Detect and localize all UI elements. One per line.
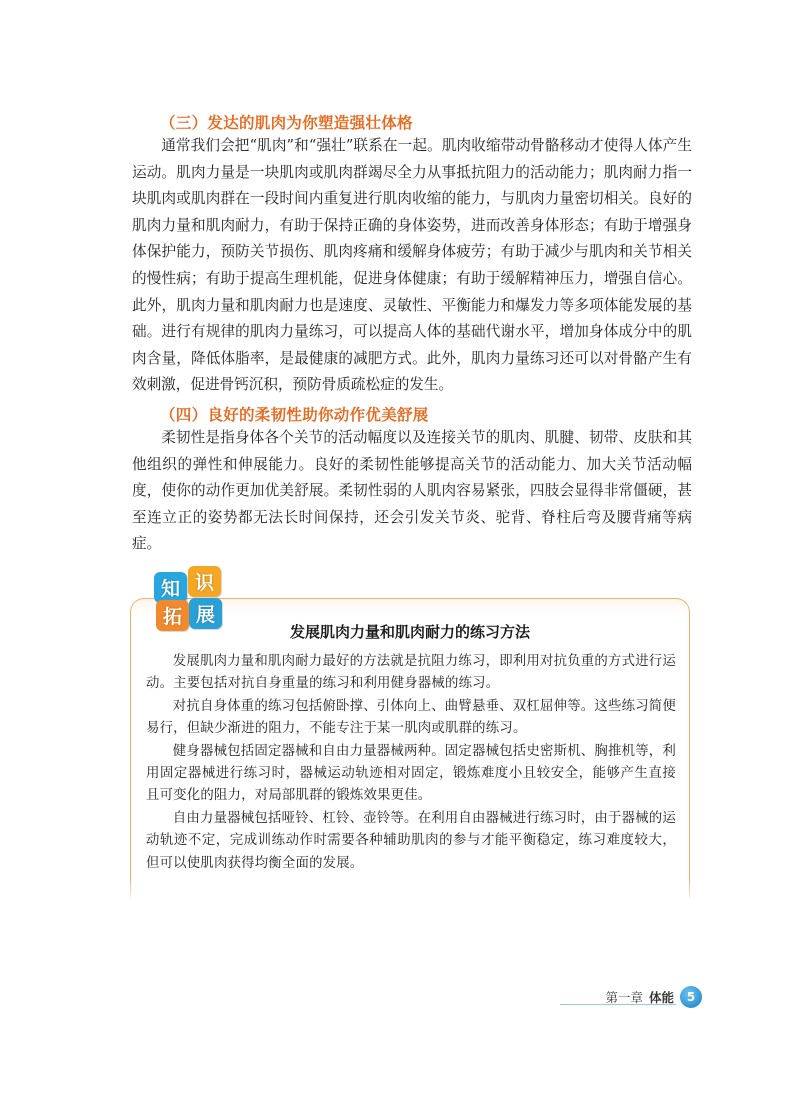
knowledge-box-content xyxy=(146,651,676,875)
section-4-title: （四）良好的柔韧性助你动作优美舒展 xyxy=(160,406,429,424)
knowledge-paragraph: 发展肌肉力量和肌肉耐力最好的方法就是抗阻力练习，即利用对抗负重的方式进行运动。主要包括对抗自身重量的练习和利用健身器械的练习。 xyxy=(146,654,676,692)
page-number-badge: 5 xyxy=(680,986,702,1008)
knowledge-paragraph: 自由力量器械包括哑铃、杠铃、壶铃等。在利用自由器械进行练习时，由于器械的运动轨迹不定，完成训练动作时需要各种辅助肌肉的参与才能平衡稳定，练习难度较大，但可以使肌肉获得均衡全面的发展。 xyxy=(146,810,676,871)
page-footer xyxy=(605,986,702,1008)
knowledge-box-title: 发展肌肉力量和肌肉耐力的练习方法 xyxy=(289,623,530,641)
section-3-text: 通常我们会把“肌肉”和“强壮”联系在一起。肌肉收缩带动骨骼移动才使得人体产生运动。肌肉力量是一块肌肉或肌肉群竭尽全力从事抵抗阻力的活动能力；肌肉耐力指一块肌肉或肌肉群在一段时间内重复进行肌肉收缩的能力，与肌肉力量密切相关。良好的肌肉力量和肌肉耐力，有助于保持正确的身体姿势，进而改善身体形态；有助于增强身体保护能力，预防关节损伤、肌肉疼痛和缓解身体疲劳；有助于减少与肌肉和关节相关的慢性病；有助于提高生理机能，促进身体健康；有助于缓解精神压力，增强自信心。此外，肌肉力量和肌肉耐力也是速度、灵敏性、平衡能力和爆发力等多项体能发展的基础。进行有规律的肌肉力量练习，可以提高人体的基础代谢水平，增加身体成分中的肌肉含量，降低体脂率，是最健康的减肥方式。此外，肌肉力量练习还可以对骨骼产生有效刺激，促进骨钙沉积，预防骨质疏松症的发生。 xyxy=(132,137,692,394)
badge-char-tuo: 拓 xyxy=(156,600,189,631)
section-3-title: （三）发达的肌肉为你塑造强壮体格 xyxy=(160,114,413,132)
footer-chapter-name: 体能 xyxy=(648,990,674,1005)
knowledge-paragraph: 健身器械包括固定器械和自由力量器械两种。固定器械包括史密斯机、胸推机等，利用固定器械进行练习时，器械运动轨迹相对固定，锻炼难度小且较安全，能够产生直接且可变化的阻力，对局部肌群的锻炼效果更佳。 xyxy=(146,743,676,804)
footer-chapter: 第一章 xyxy=(605,990,643,1005)
badge-char-zhan: 展 xyxy=(189,598,222,629)
badge-char-shi: 识 xyxy=(188,566,221,597)
knowledge-paragraph: 对抗自身体重的练习包括俯卧撑、引体向上、曲臂悬垂、双杠屈伸等。这些练习简便易行，但缺少渐进的阻力，不能专注于某一肌肉或肌群的练习。 xyxy=(146,698,676,737)
badge-char-zhi: 知 xyxy=(154,572,187,603)
section-4-text: 柔韧性是指身体各个关节的活动幅度以及连接关节的肌肉、肌腱、韧带、皮肤和其他组织的弹性和伸展能力。良好的柔韧性能够提高关节的活动能力、加大关节活动幅度，使你的动作更加优美舒展。柔韧性弱的人肌肉容易紧张，四肢会显得非常僵硬，甚至连立正的姿势都无法长时间保持，还会引发关节炎、驼背、脊柱后弯及腰背痛等病症。 xyxy=(132,429,692,553)
